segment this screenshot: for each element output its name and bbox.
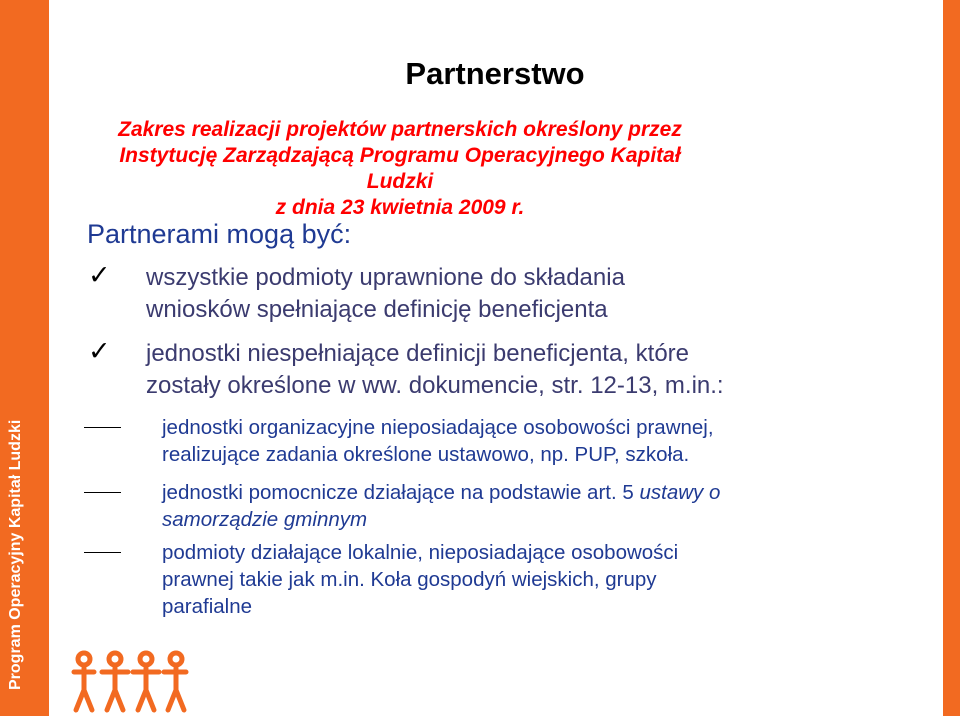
dash-item-line: parafialne [162, 595, 253, 618]
people-logo-icon [70, 650, 190, 714]
check-item [146, 338, 906, 402]
dash-item [162, 539, 922, 620]
subtitle-line-3: z dnia 23 kwietnia 2009 r. [275, 196, 525, 219]
dash-icon [84, 427, 121, 428]
checkmark-icon: ✓ [88, 260, 111, 290]
dash-icon [84, 552, 121, 553]
check-item-line: zostały określone w ww. dokumencie, str. 12-13, m.in.: [146, 372, 724, 399]
dash-item [162, 479, 922, 533]
left-side-bar [0, 0, 49, 716]
check-item-line: wniosków spełniające definicję beneficjenta [146, 296, 608, 323]
page-title: Partnerstwo [405, 56, 585, 91]
dash-item-line: jednostki organizacyjne nieposiadające osobowości prawnej, [162, 416, 714, 439]
checkmark-icon: ✓ [88, 336, 111, 366]
partners-heading: Partnerami mogą być: [87, 219, 352, 249]
dash-item-line [162, 479, 922, 506]
dash-item-italic-text: samorządzie gminnym [162, 508, 368, 531]
dash-item-line: prawnej takie jak m.in. Koła gospodyń wiejskich, grupy [162, 568, 657, 591]
subtitle-line-1: Zakres realizacji projektów partnerskich określony przez [118, 118, 682, 141]
check-item [146, 262, 906, 326]
dash-icon [84, 492, 121, 493]
dash-item-line: podmioty działające lokalnie, nieposiadające osobowości [162, 541, 679, 564]
right-side-bar [943, 0, 960, 716]
dash-item-line [162, 506, 922, 533]
subtitle [100, 117, 700, 221]
subtitle-line-2: Instytucję Zarządzającą Programu Operacyjnego Kapitał Ludzki [119, 144, 681, 193]
side-label: Program Operacyjny Kapitał Ludzki [7, 419, 24, 690]
dash-item-italic-text: ustawy o [639, 481, 721, 504]
dash-item-line: realizujące zadania określone ustawowo, np. PUP, szkoła. [162, 443, 690, 466]
dash-item-text: jednostki pomocnicze działające na podstawie art. 5 [162, 481, 640, 504]
check-item-line: wszystkie podmioty uprawnione do składania [146, 264, 625, 291]
dash-item [162, 414, 922, 468]
check-item-line: jednostki niespełniające definicji beneficjenta, które [146, 340, 689, 367]
